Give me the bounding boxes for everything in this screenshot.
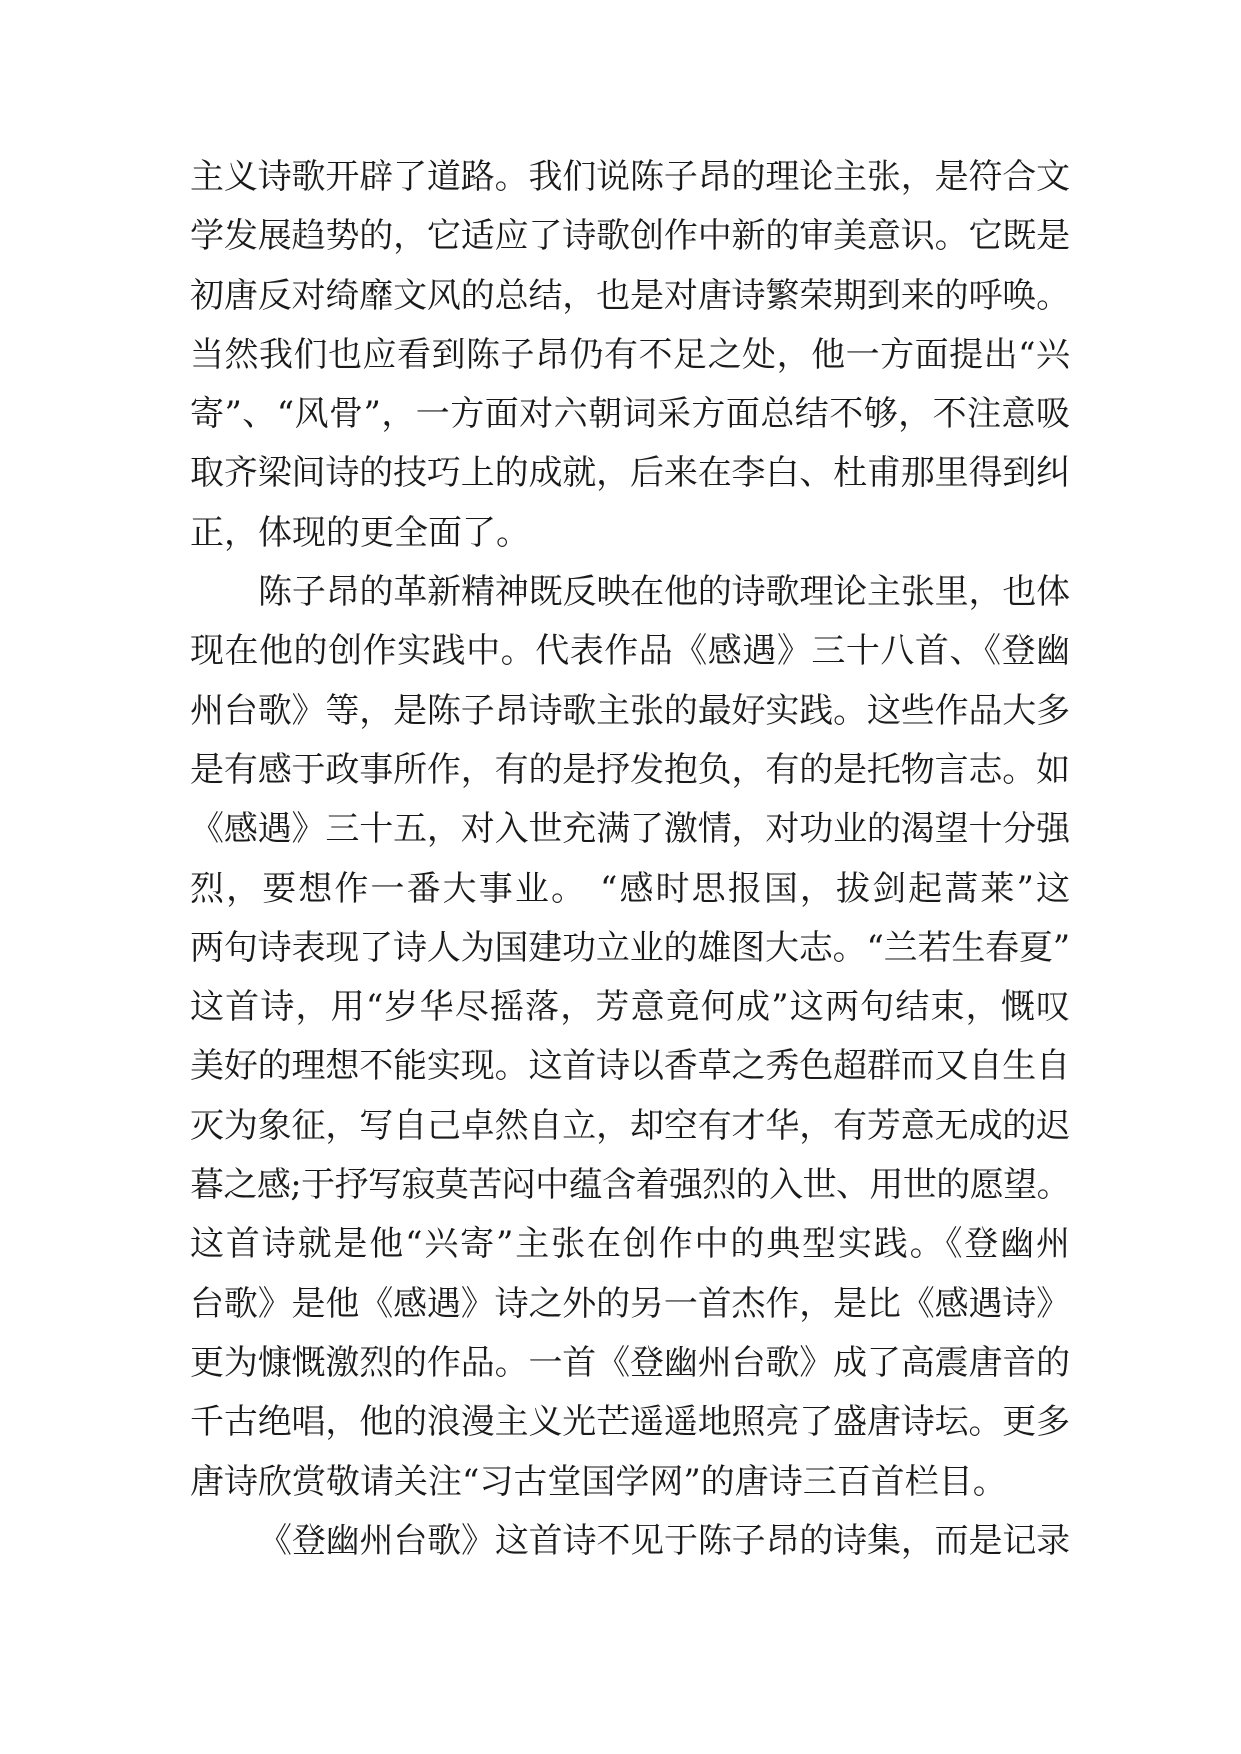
paragraph <box>190 1512 1070 1571</box>
text-line: 这首诗，用“岁华尽摇落，芳意竟何成”这两句结束，慨叹 <box>190 987 1070 1028</box>
text-line: 州台歌》等，是陈子昂诗歌主张的最好实践。这些作品大多 <box>190 690 1070 731</box>
text-line: 更为慷慨激烈的作品。一首《登幽州台歌》成了高震唐音的 <box>190 1342 1070 1383</box>
text-line: 初唐反对绮靡文风的总结，也是对唐诗繁荣期到来的呼唤。 <box>190 275 1070 316</box>
paragraph <box>190 563 1070 1512</box>
paragraph <box>190 148 1070 563</box>
text-line: 暮之感;于抒写寂莫苦闷中蕴含着强烈的入世、用世的愿望。 <box>190 1165 1071 1206</box>
text-line: 千古绝唱，他的浪漫主义光芒遥遥地照亮了盛唐诗坛。更多 <box>190 1402 1070 1443</box>
text-line: 唐诗欣赏敬请关注“习古堂国学网”的唐诗三百首栏目。 <box>190 1461 1007 1502</box>
text-line: 烈，要想作一番大事业。 “感时思报国，拔剑起蒿莱”这 <box>190 868 1070 909</box>
text-line: 两句诗表现了诗人为国建功立业的雄图大志。“兰若生春夏” <box>190 927 1070 968</box>
text-line: 《感遇》三十五，对入世充满了激情，对功业的渴望十分强 <box>190 809 1070 850</box>
body-text <box>190 148 1070 1571</box>
text-line: 主义诗歌开辟了道路。我们说陈子昂的理论主张，是符合文 <box>190 157 1070 197</box>
text-line: 美好的理想不能实现。这首诗以香草之秀色超群而又自生自 <box>190 1046 1070 1087</box>
text-line: 取齐梁间诗的技巧上的成就，后来在李白、杜甫那里得到纠 <box>190 453 1070 494</box>
text-line: 寄”、“风骨”，一方面对六朝词采方面总结不够，不注意吸 <box>190 394 1070 435</box>
text-line: 是有感于政事所作，有的是抒发抱负，有的是托物言志。如 <box>190 749 1070 790</box>
text-line: 陈子昂的革新精神既反映在他的诗歌理论主张里，也体 <box>258 572 1070 613</box>
text-line: 《登幽州台歌》这首诗不见于陈子昂的诗集，而是记录 <box>258 1520 1070 1561</box>
text-line: 当然我们也应看到陈子昂仍有不足之处，他一方面提出“兴 <box>190 334 1070 375</box>
text-line: 这首诗就是他“兴寄”主张在创作中的典型实践。《登幽州 <box>190 1224 1070 1265</box>
text-line: 学发展趋势的，它适应了诗歌创作中新的审美意识。它既是 <box>190 216 1070 257</box>
text-line: 台歌》是他《感遇》诗之外的另一首杰作，是比《感遇诗》 <box>190 1283 1070 1324</box>
text-line: 现在他的创作实践中。代表作品《感遇》三十八首、《登幽 <box>190 631 1070 672</box>
text-line: 灭为象征，写自己卓然自立，却空有才华，有芳意无成的迟 <box>190 1105 1070 1146</box>
text-line: 正，体现的更全面了。 <box>190 512 530 553</box>
